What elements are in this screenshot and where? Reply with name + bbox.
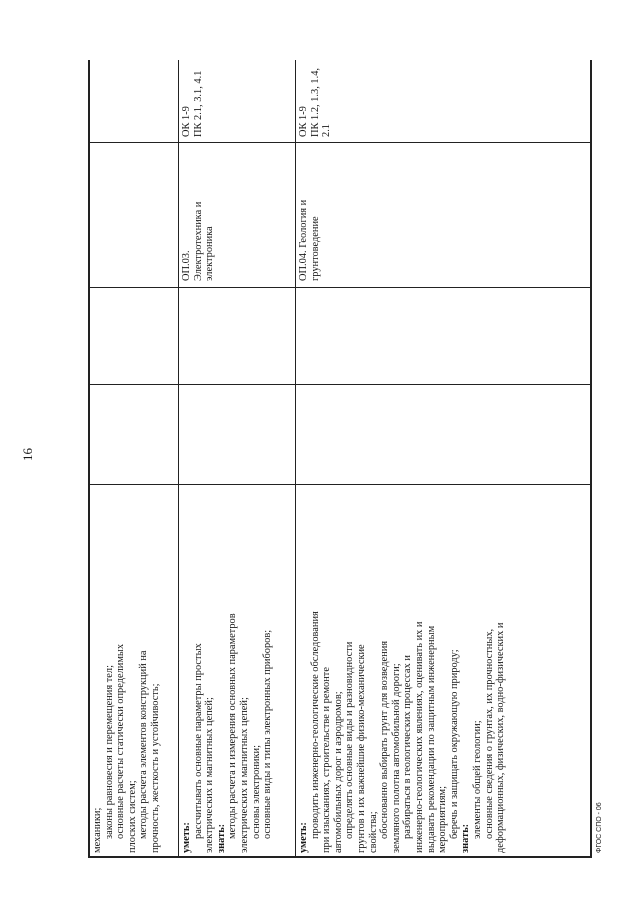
- cell-line: деформационных, физических, водно-физических и: [495, 622, 507, 853]
- row-2-competences-cell: [181, 71, 204, 137]
- discipline-line: ОП.04. Геология и: [298, 199, 309, 281]
- discipline-line: электроника: [204, 226, 216, 281]
- competence-line: ПК 2.1, 3.1, 4.1: [192, 70, 204, 137]
- column-divider-3: [88, 287, 591, 288]
- cell-line: рассчитывать основные параметры простых: [192, 643, 204, 839]
- cell-line: элементы общей геологии;: [471, 720, 483, 839]
- row-3-competences-cell: [298, 68, 333, 137]
- cell-line: земляного полотна автомобильной дороги;: [390, 663, 402, 853]
- cell-line: беречь и защищать окружающую природу;: [448, 649, 460, 839]
- cell-line: при изысканиях, строительстве и ремонте: [321, 667, 333, 853]
- cell-line: грунтов и их важнейшие физико-механические: [355, 644, 367, 853]
- row-2-knowledge-cell: [181, 613, 274, 853]
- cell-line: определять основные виды и разновидности: [344, 641, 356, 839]
- row-divider-2: [295, 60, 296, 858]
- cell-line: электрических и магнитных цепей;: [204, 697, 216, 853]
- cell-line: законы равновесия и перемещения тел;: [103, 665, 115, 839]
- column-divider-2: [88, 384, 591, 385]
- competence-line: 2.1: [321, 124, 333, 137]
- cell-line: основные виды и типы электронных приборов;: [262, 629, 274, 839]
- page-number: 16: [20, 448, 35, 461]
- discipline-line: грунтоведение: [309, 216, 321, 281]
- cell-line: основные расчеты статически определимых: [115, 643, 127, 839]
- competence-line: ПК 1.2, 1.3, 1.4,: [309, 68, 321, 137]
- cell-line: прочность, жесткость и устойчивость;: [149, 683, 161, 853]
- row-3-discipline-cell: [298, 200, 321, 281]
- cell-line: плоских систем;: [126, 780, 138, 853]
- cell-line: обоснованно выбирать грунт для возведения: [379, 640, 391, 839]
- cell-line: основы электроники;: [250, 745, 262, 839]
- competence-line: ОК 1-9: [181, 106, 192, 137]
- umet-heading: уметь:: [181, 822, 192, 853]
- cell-line: выдавать рекомендации по защитным инженерным: [425, 625, 437, 853]
- cell-line: разбираться в геологических процессах и: [402, 655, 414, 839]
- znat-heading: знать:: [215, 823, 227, 853]
- column-divider-4: [88, 142, 591, 143]
- table-border-bottom: [590, 60, 592, 858]
- cell-line: мероприятиям;: [437, 785, 449, 853]
- table-border-top: [88, 60, 90, 858]
- cell-line: инженерно-геологических явлениях, оценивать их и: [413, 621, 425, 853]
- cell-line: основные сведения о грунтах, их прочностных,: [483, 628, 495, 839]
- cell-line: механики;: [92, 807, 103, 853]
- discipline-line: ОП.03.: [181, 250, 192, 281]
- cell-line: проводить инженерно-геологические обследования: [309, 611, 321, 839]
- table-border-left: [88, 856, 591, 858]
- page-footer: ФГОС СПО - 06: [596, 802, 603, 853]
- cell-line: свойства;: [367, 811, 379, 853]
- znat-heading: знать:: [460, 823, 472, 853]
- cell-line: электрических и магнитных цепей;: [238, 697, 250, 853]
- umet-heading: уметь:: [298, 822, 309, 853]
- column-divider-1: [88, 484, 591, 485]
- row-2-discipline-cell: [181, 202, 216, 281]
- cell-line: методы расчета и измерения основных параметров: [227, 613, 239, 839]
- row-divider-1: [178, 60, 179, 858]
- discipline-line: Электротехника и: [192, 201, 204, 281]
- row-3-knowledge-cell: [298, 611, 507, 853]
- row-1-knowledge-cell: [92, 644, 162, 853]
- cell-line: методы расчета элементов конструкций на: [138, 650, 150, 839]
- competence-line: ОК 1-9: [298, 106, 309, 137]
- cell-line: автомобильных дорог и аэродромов;: [332, 691, 344, 853]
